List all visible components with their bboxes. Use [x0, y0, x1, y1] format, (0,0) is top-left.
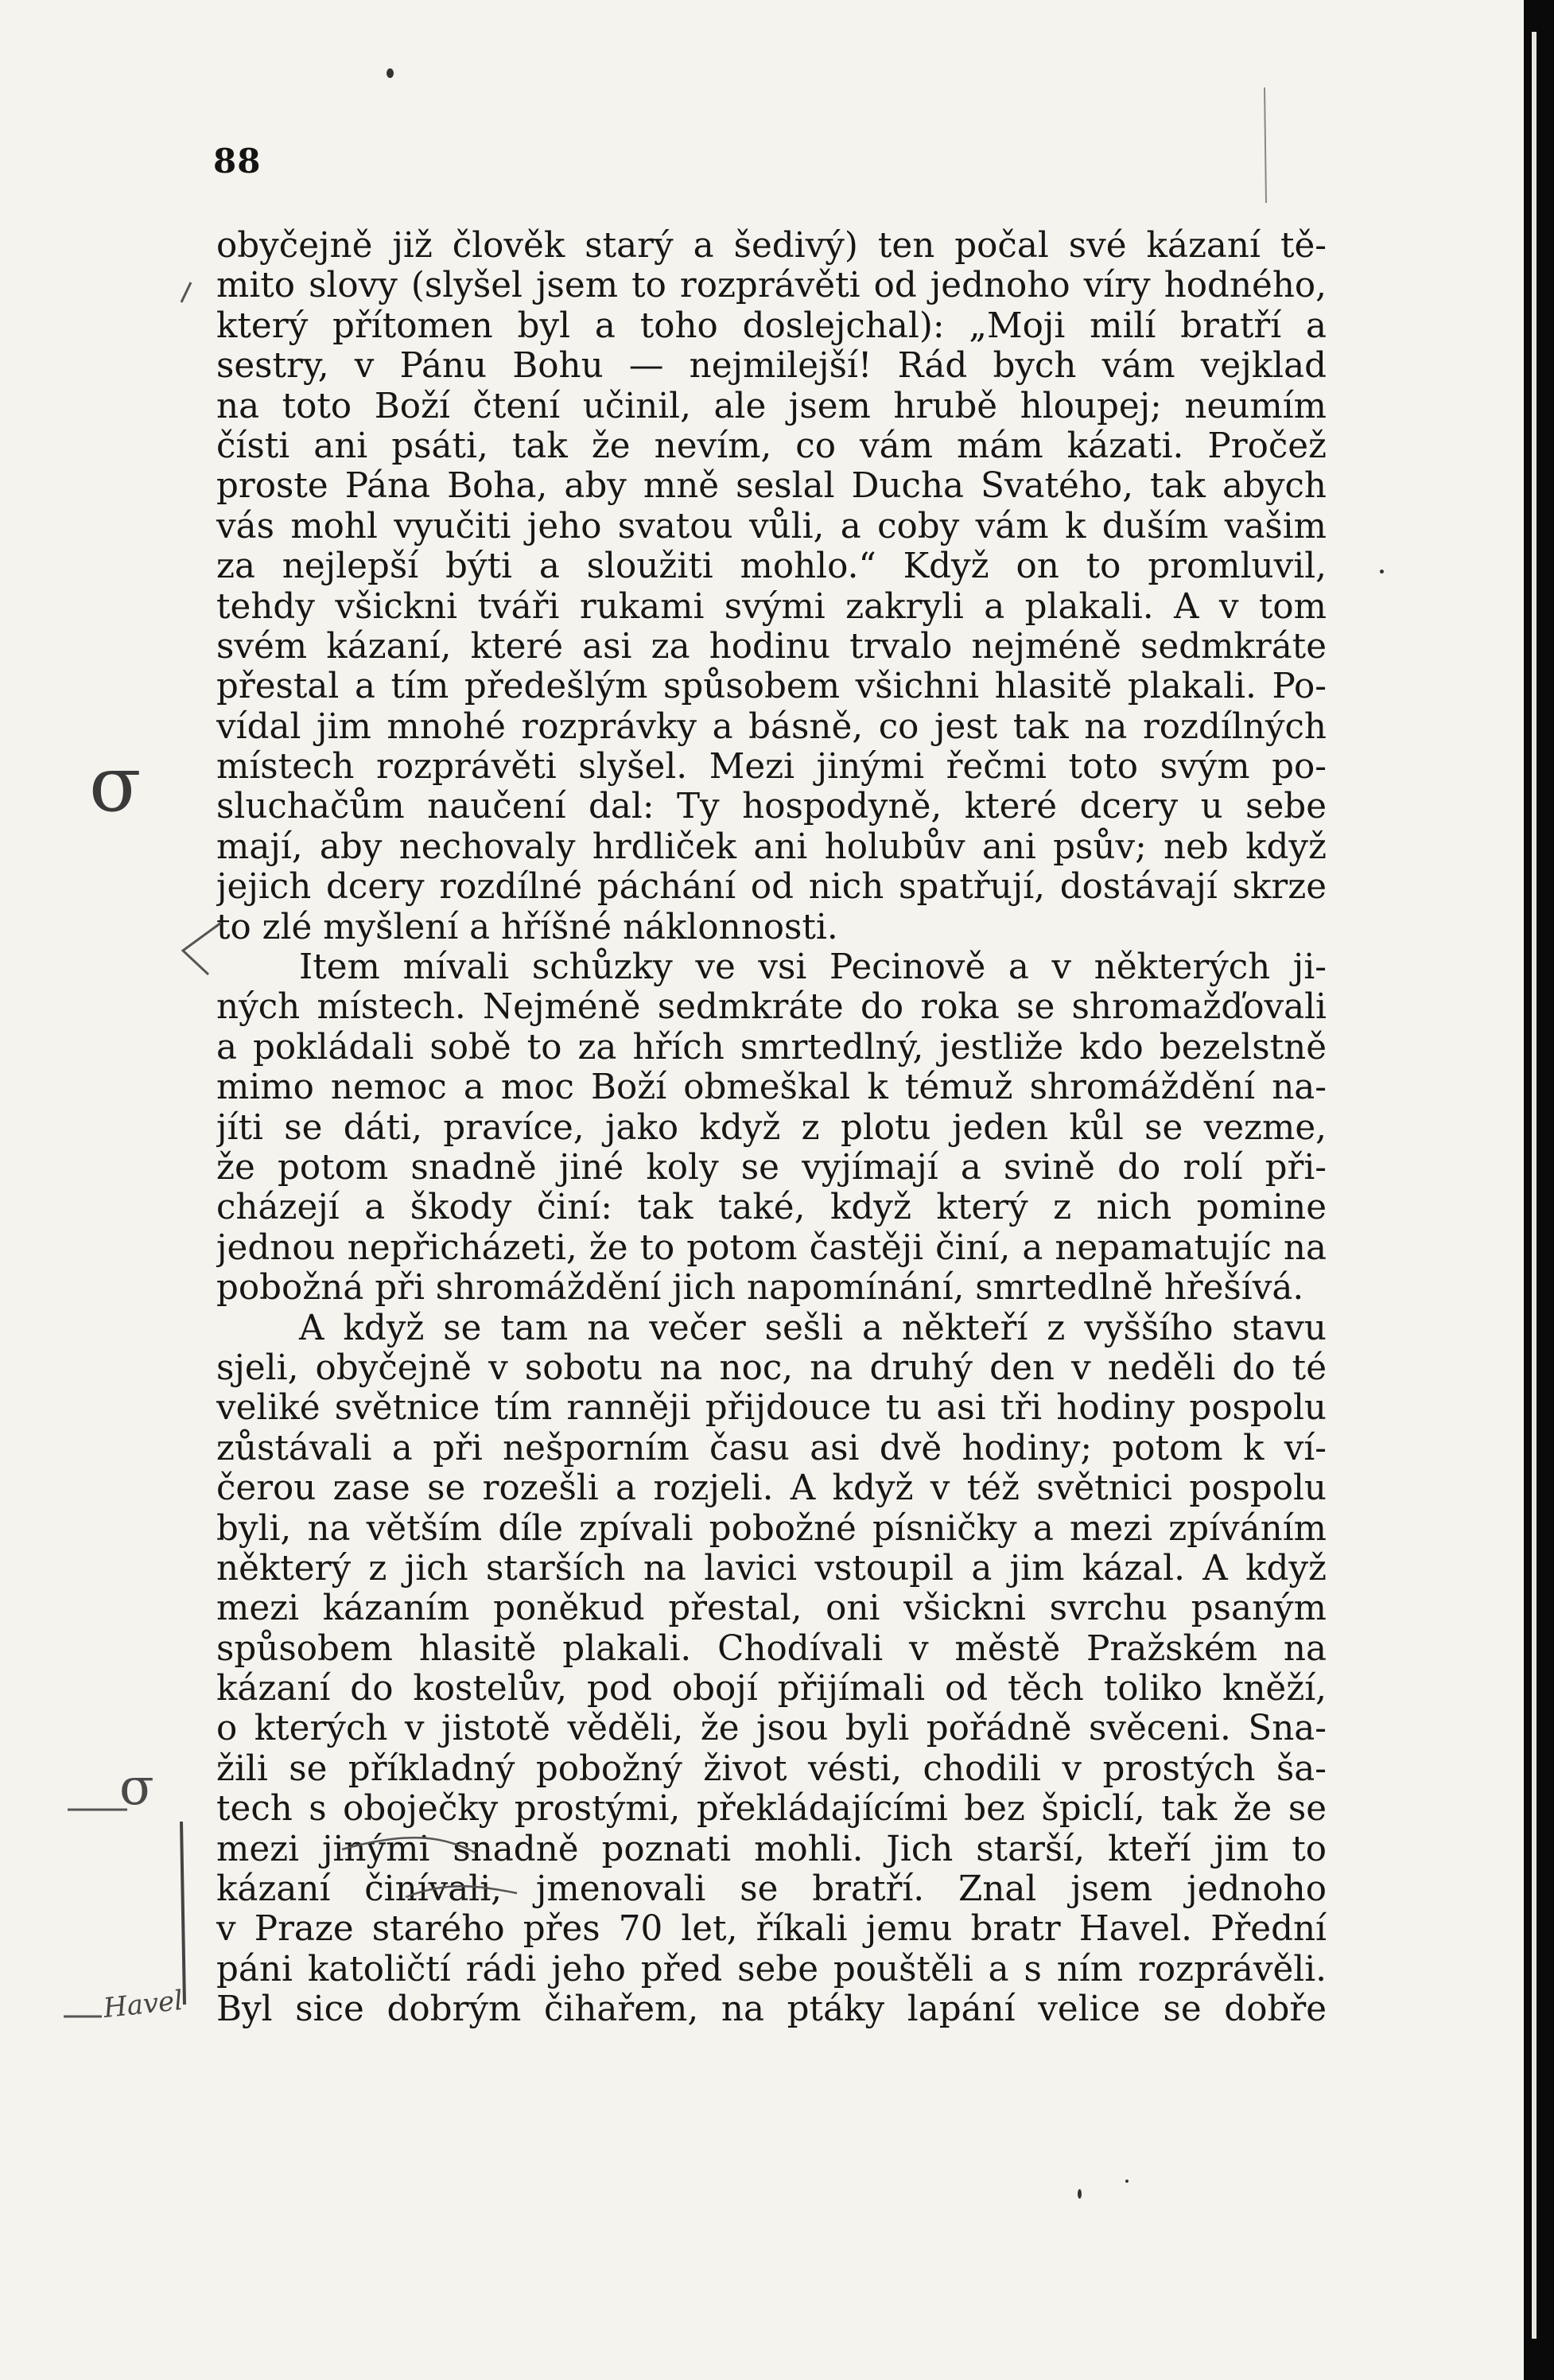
text-line: mimo nemoc a moc Boží obmeškal k témuž shromáždění na-: [216, 1068, 1327, 1108]
text-line: obyčejně již člověk starý a šedivý) ten počal své kázaní tě-: [216, 226, 1327, 266]
text-line: mají, aby nechovaly hrdliček ani holubův ani psův; neb když: [216, 826, 1327, 867]
text-line: na toto Boží čtení učinil, ale jsem hrubě hloupej; neumím: [216, 386, 1327, 426]
text-line: páni katoličtí rádi jeho před sebe pouštěli a s ním rozprávěli.: [216, 1949, 1327, 1989]
text-line: jednou nepřicházeti, že to potom častěji činí, a nepamatujíc na: [216, 1227, 1327, 1268]
text-line: svém kázaní, které asi za hodinu trvalo nejméně sedmkráte: [216, 626, 1327, 667]
margin-mark: σ: [119, 1758, 154, 1817]
text-line: zůstávali a při nešporním času asi dvě hodiny; potom k ví-: [216, 1428, 1327, 1468]
text-line: ných místech. Nejméně sedmkráte do roka se shromažďovali: [216, 987, 1327, 1028]
text-line: spůsobem hlasitě plakali. Chodívali v městě Pražském na: [216, 1628, 1327, 1669]
text-line: jíti se dáti, pravíce, jako když z plotu jeden kůl se vezme,: [216, 1107, 1327, 1148]
text-line: mito slovy (slyšel jsem to rozprávěti od jednoho víry hodného,: [216, 266, 1327, 306]
margin-mark: σ: [89, 740, 142, 829]
text-line: čerou zase se rozešli a rozjeli. A když v též světnici pospolu: [216, 1468, 1327, 1509]
text-line: sjeli, obyčejně v sobotu na noc, na druhý den v neděli do té: [216, 1348, 1327, 1388]
text-line: proste Pána Boha, aby mně seslal Ducha Svatého, tak abych: [216, 466, 1327, 507]
page-edge-strip: [1532, 32, 1537, 2339]
text-line: vás mohl vyučiti jeho svatou vůli, a coby vám k duším vašim: [216, 506, 1327, 546]
page-speck: [1125, 2180, 1129, 2183]
text-line: vídal jim mnohé rozprávky a básně, co jest tak na rozdílných: [216, 706, 1327, 747]
text-line: který přítomen byl a toho doslejchal): „Moji milí bratří a: [216, 305, 1327, 346]
text-line: mezi kázaním poněkud přestal, oni všickni svrchu psaným: [216, 1589, 1327, 1629]
scan-edge: [1524, 0, 1554, 2380]
text-line: jejich dcery rozdílné páchání od nich spatřují, dostávají skrze: [216, 867, 1327, 908]
text-line: Byl sice dobrým čihařem, na ptáky lapání velice se dobře: [216, 1989, 1327, 2030]
page-speck: [387, 68, 394, 78]
text-line: cházejí a škody činí: tak také, když který z nich pomine: [216, 1188, 1327, 1228]
text-line: pobožná při shromáždění jich napomínání, smrtedlně hřešívá.: [216, 1268, 1304, 1309]
page-speck: [1380, 570, 1384, 574]
text-line: byli, na větším díle zpívali pobožné písničky a mezi zpíváním: [216, 1508, 1327, 1549]
text-line: tech s oboječky prostými, překládajícími bez špiclí, tak že se: [216, 1789, 1327, 1830]
page-number: 88: [213, 142, 262, 181]
body-text: [216, 226, 1327, 2030]
text-line: A když se tam na večer sešli a někteří z vyššího stavu: [299, 1308, 1327, 1348]
text-line: tehdy všickni tváři rukami svými zakryli a plakali. A v tom: [216, 586, 1327, 627]
text-line: mezi jinými snadně poznati mohli. Jich starší, kteří jim to: [216, 1829, 1327, 1869]
margin-note: Havel: [102, 1984, 185, 2025]
text-line: a pokládali sobě to za hřích smrtedlný, jestliže kdo bezelstně: [216, 1027, 1327, 1068]
text-line: to zlé myšlení a hříšné náklonnosti.: [216, 907, 838, 947]
text-line: Item mívali schůzky ve vsi Pecinově a v některých ji-: [299, 947, 1327, 988]
text-line: v Praze starého přes 70 let, říkali jemu bratr Havel. Přední: [216, 1909, 1327, 1950]
text-line: žili se příkladný pobožný život vésti, chodili v prostých ša-: [216, 1748, 1327, 1789]
text-line: o kterých v jistotě věděli, že jsou byli pořádně svěceni. Sna-: [216, 1709, 1327, 1749]
text-line: čísti ani psáti, tak že nevím, co vám mám kázati. Pročež: [216, 426, 1327, 466]
text-line: sestry, v Pánu Bohu — nejmilejší! Rád bych vám vejklad: [216, 346, 1327, 387]
text-line: některý z jich starších na lavici vstoupil a jim kázal. A když: [216, 1548, 1327, 1589]
text-line: místech rozprávěti slyšel. Mezi jinými řečmi toto svým po-: [216, 747, 1327, 788]
text-line: sluchačům naučení dal: Ty hospodyně, které dcery u sebe: [216, 787, 1327, 827]
page-speck: [1078, 2189, 1082, 2199]
text-line: za nejlepší býti a sloužiti mohlo.“ Když on to promluvil,: [216, 546, 1327, 587]
text-line: že potom snadně jiné koly se vyjímají a svině do rolí při-: [216, 1147, 1327, 1188]
text-line: přestal a tím předešlým spůsobem všichni hlasitě plakali. Po-: [216, 667, 1327, 707]
text-line: kázaní činívali, jmenovali se bratří. Znal jsem jednoho: [216, 1869, 1327, 1910]
text-line: kázaní do kostelův, pod obojí přijímali od těch toliko kněží,: [216, 1669, 1327, 1709]
text-line: veliké světnice tím ranněji přijdouce tu asi tři hodiny pospolu: [216, 1388, 1327, 1429]
